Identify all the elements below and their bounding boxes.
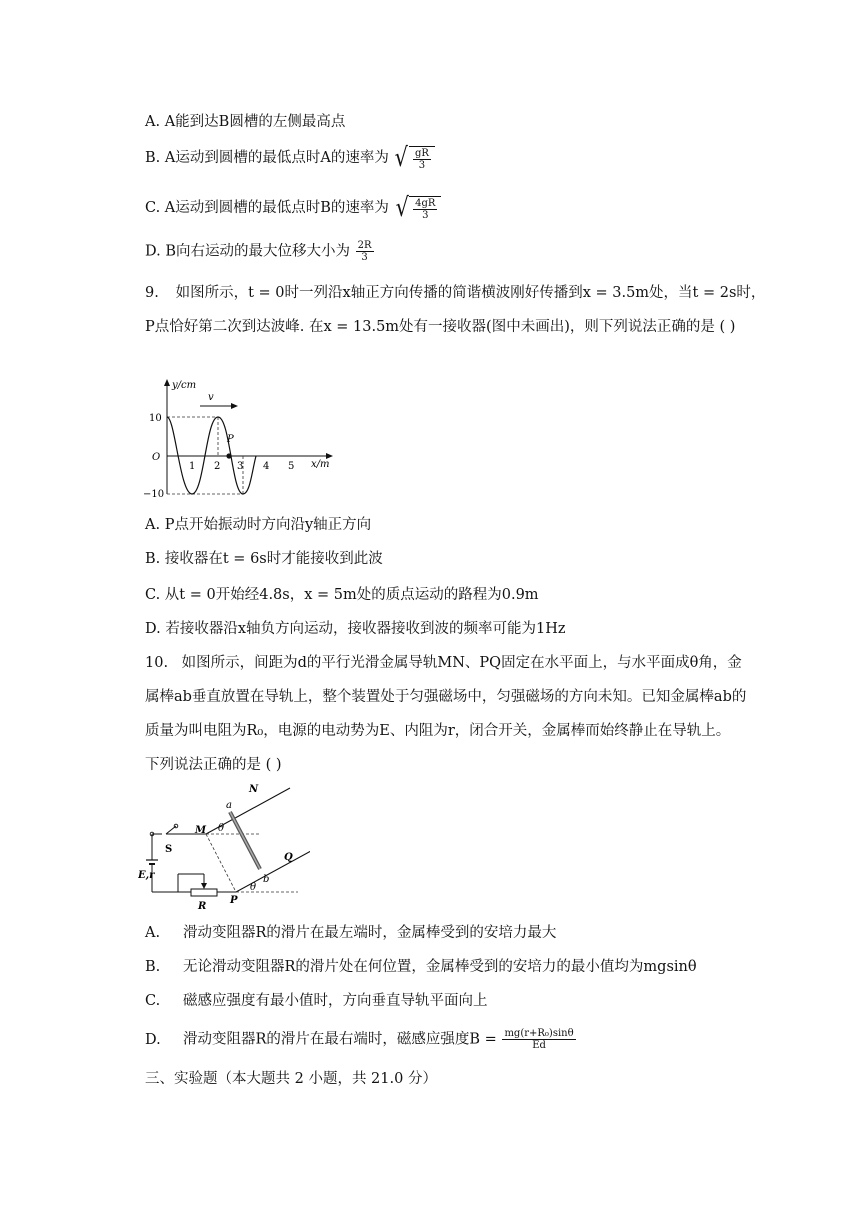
sqrt-expression: √ $\frac{4gR}{3}$ — [394, 195, 442, 221]
svg-text:a: a — [226, 800, 232, 811]
x-axis-label: x/m — [311, 459, 330, 470]
wave-graph — [140, 376, 340, 501]
x-tick-1: 1 — [189, 461, 196, 472]
q8-option-b — [145, 145, 435, 171]
svg-text:θ: θ — [218, 823, 225, 834]
q9-option-c: C. 从t = 0开始经4.8s，x = 5m处的质点运动的路程为0.9m — [145, 587, 539, 603]
svg-text:E,r: E,r — [138, 870, 155, 881]
q10-stem-line3: 质量为叫电阻为R₀，电源的电动势为E、内阻为r，闭合开关，金属棒而始终静止在导轨上。 — [145, 723, 731, 739]
point-p — [226, 453, 231, 458]
q8-option-c — [145, 195, 441, 221]
option-text: A运动到圆槽的最低点时B的速率为 — [164, 200, 389, 216]
y-tick-10: 10 — [149, 413, 162, 424]
x-tick-2: 2 — [214, 461, 221, 472]
q9-option-a: A. P点开始振动时方向沿y轴正方向 — [145, 517, 372, 533]
q10-option-c: C. 磁感应强度有最小值时，方向垂直导轨平面向上 — [145, 993, 488, 1009]
option-label: C. — [145, 200, 161, 216]
point-label: P — [227, 434, 234, 445]
section-heading: 三、实验题（本大题共 2 小题，共 21.0 分） — [145, 1071, 437, 1087]
svg-text:θ: θ — [250, 882, 257, 893]
y-tick-neg10: −10 — [143, 489, 165, 500]
svg-text:Q: Q — [284, 852, 293, 863]
option-label: B. — [145, 150, 161, 166]
svg-text:S: S — [165, 844, 173, 855]
x-tick-4: 4 — [263, 461, 270, 472]
option-text: A运动到圆槽的最低点时A的速率为 — [164, 150, 389, 166]
q9-option-d: D. 若接收器沿x轴负方向运动，接收器接收到波的频率可能为1Hz — [145, 621, 566, 637]
x-tick-5: 5 — [288, 461, 295, 472]
velocity-label: v — [208, 392, 214, 403]
fraction: $\frac{2R}{3}$ — [357, 240, 372, 263]
svg-text:P: P — [230, 895, 238, 906]
q10-option-d: D. 滑动变阻器R的滑片在最右端时，磁感应强度B = $\frac{\text{mg(r+R₀)sinθ}}{Ed}$ — [145, 1028, 574, 1051]
question-number: 9. — [145, 285, 159, 301]
q10-stem-line1: 10. 如图所示，间距为d的平行光滑金属导轨MN、PQ固定在水平面上，与水平面成θ角，金 — [145, 652, 742, 674]
x-tick-3: 3 — [237, 461, 244, 472]
q10-option-a: A. 滑动变阻器R的滑片在最左端时，金属棒受到的安培力最大 — [145, 925, 557, 941]
q8-option-a — [145, 111, 345, 133]
q9-option-b: B. 接收器在t = 6s时才能接收到此波 — [145, 551, 383, 567]
option-text: A能到达B圆槽的左侧最高点 — [164, 114, 346, 130]
option-text: B向右运动的最大位移大小为 — [165, 243, 350, 260]
svg-text:b: b — [263, 874, 270, 885]
origin-label: O — [152, 452, 161, 463]
q10-option-b: B. 无论滑动变阻器R的滑片处在何位置，金属棒受到的安培力的最小值均为mgsinθ — [145, 959, 697, 975]
svg-text:N: N — [249, 784, 259, 795]
svg-text:R: R — [198, 901, 207, 912]
option-label: A. — [145, 114, 161, 130]
rail-circuit-figure — [138, 782, 310, 912]
q9-stem-line1: 9. 如图所示，t = 0时一列沿x轴正方向传播的简谐横波刚好传播到x = 3.5m处，当t = 2s时， — [145, 282, 765, 304]
svg-text:M: M — [195, 825, 207, 836]
option-label: D. — [145, 243, 161, 260]
y-axis-label: y/cm — [172, 380, 197, 391]
q10-stem-line2: 属棒ab垂直放置在导轨上，整个装置处于匀强磁场中，匀强磁场的方向未知。已知金属棒ab的 — [145, 689, 747, 705]
sqrt-expression: √ $\frac{gR}{3}$ — [393, 145, 435, 171]
q9-stem-line2: P点恰好第二次到达波峰. 在x = 13.5m处有一接收器(图中未画出)，则下列说法正确的是 ( ) — [145, 319, 736, 335]
q10-stem-line4: 下列说法正确的是 ( ) — [145, 757, 282, 773]
q8-option-d — [145, 240, 375, 263]
question-number: 10. — [145, 655, 169, 671]
fraction: $\frac{\text{mg(r+R₀)sinθ}}{Ed}$ — [504, 1028, 574, 1051]
